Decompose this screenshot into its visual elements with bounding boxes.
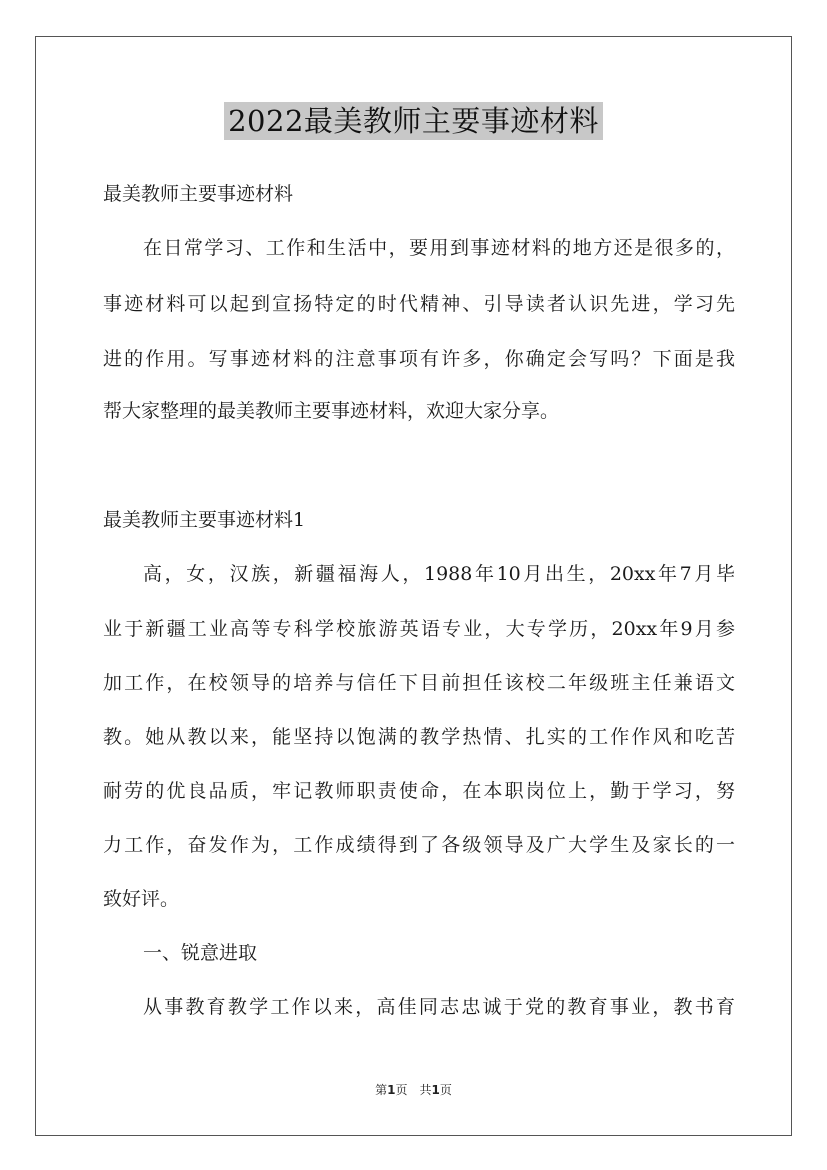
document-title: 2022最美教师主要事迹材料 (224, 102, 603, 140)
section1-line-3: 加工作，在校领导的培养与信任下目前担任该校二年级班主任兼语文 (103, 672, 735, 694)
intro-line-4: 帮大家整理的最美教师主要事迹材料，欢迎大家分享。 (103, 400, 560, 422)
page-current-number: 1 (387, 1083, 396, 1097)
document-subtitle: 最美教师主要事迹材料 (103, 183, 294, 205)
page-footer (0, 1082, 827, 1098)
page-label-prefix: 第 (375, 1083, 388, 1097)
intro-line-2: 事迹材料可以起到宣扬特定的时代精神、引导读者认识先进，学习先 (103, 293, 735, 315)
paragraph-last-line: 从事教育教学工作以来，高佳同志忠诚于党的教育事业，教书育 (143, 996, 735, 1018)
section1-line-1: 高，女，汉族，新疆福海人，1988年10月出生，20xx年7月毕 (143, 563, 735, 585)
section1-line-7: 致好评。 (103, 888, 180, 910)
page-total-number: 1 (431, 1083, 440, 1097)
intro-line-3: 进的作用。写事迹材料的注意事项有许多，你确定会写吗？下面是我 (103, 348, 735, 370)
subheading-1: 一、锐意进取 (143, 942, 258, 964)
page-label-suffix: 页 (439, 1083, 452, 1097)
section1-line-6: 力工作，奋发作为，工作成绩得到了各级领导及广大学生及家长的一 (103, 834, 735, 856)
title-container (0, 102, 827, 140)
section1-line-2: 业于新疆工业高等专科学校旅游英语专业，大专学历，20xx年9月参 (103, 618, 735, 640)
section-heading-1: 最美教师主要事迹材料1 (103, 509, 306, 531)
section1-line-4: 教。她从教以来，能坚持以饱满的教学热情、扎实的工作作风和吃苦 (103, 726, 735, 748)
intro-line-1: 在日常学习、工作和生活中，要用到事迹材料的地方还是很多的， (143, 237, 735, 259)
page-label-mid: 页 共 (395, 1083, 432, 1097)
section1-line-5: 耐劳的优良品质，牢记教师职责使命，在本职岗位上，勤于学习，努 (103, 780, 735, 802)
